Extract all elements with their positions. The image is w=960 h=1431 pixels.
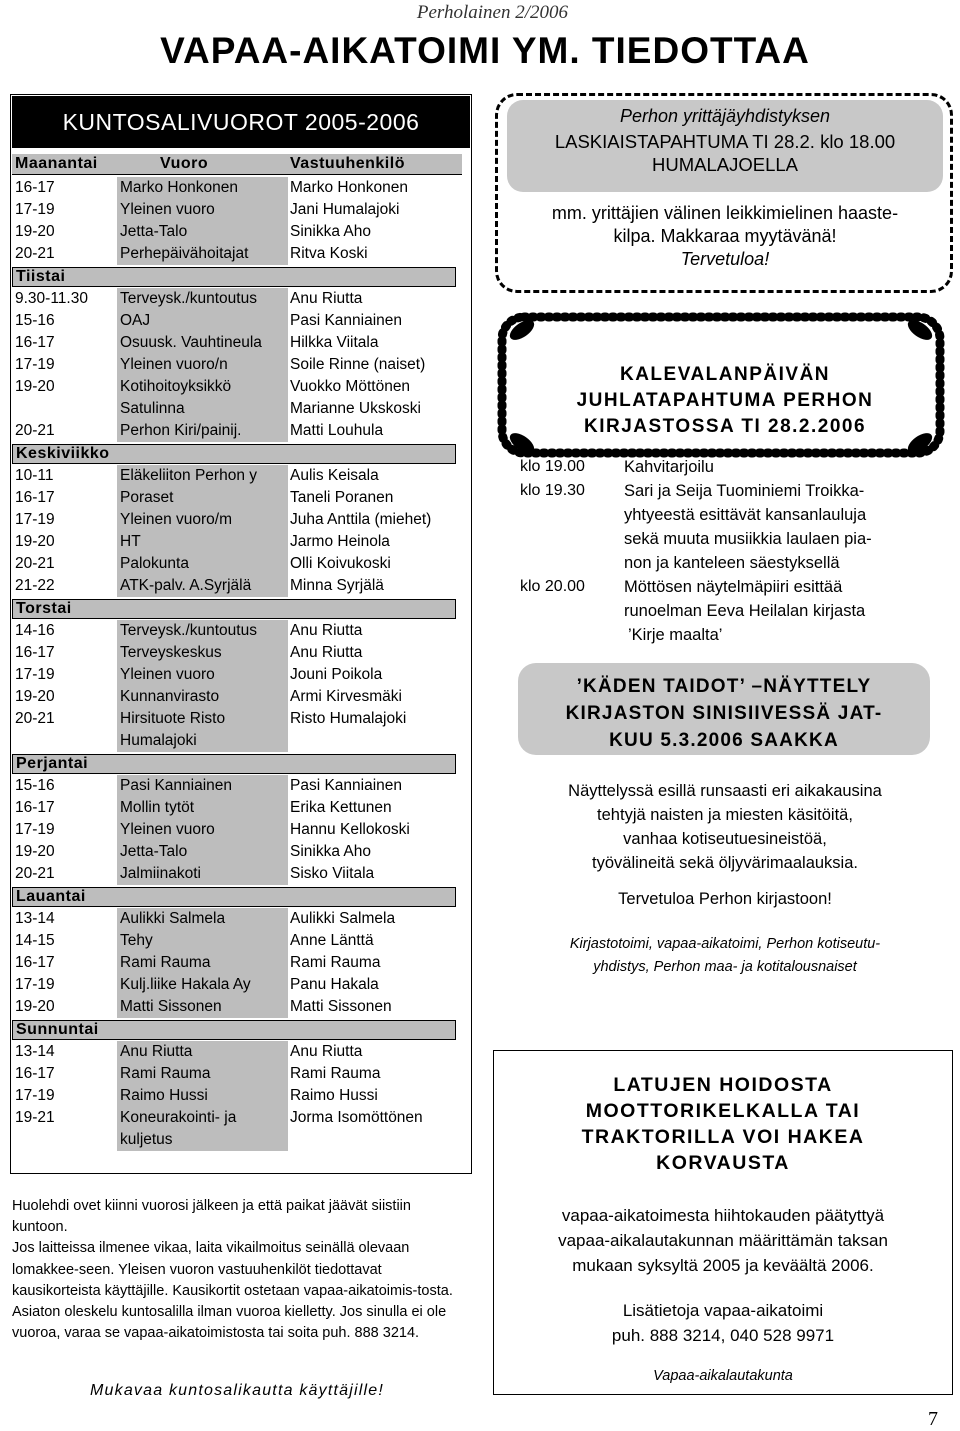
row-turn: Rami Rauma [120, 1065, 211, 1082]
laskiainen-desc-line: mm. yrittäjien välinen leikkimielinen haaste- [551, 203, 899, 223]
program-line: Kahvitarjoilu [624, 458, 714, 476]
laskiainen-title-line: HUMALAJOELLA [652, 154, 798, 175]
row-responsible: Jouni Poikola [290, 666, 383, 683]
row-responsible: Minna Syrjälä [290, 577, 384, 594]
kadentaidot-welcome: Tervetuloa Perhon kirjastoon! [618, 890, 832, 908]
ski-info-line: puh. 888 3214, 040 528 9971 [611, 1326, 835, 1345]
day-header: Perjantai [12, 754, 456, 774]
row-responsible: Hannu Kellokoski [290, 821, 410, 838]
row-time: 19-20 [15, 843, 55, 860]
organizers-line: yhdistys, Perhon maa- ja kotitalousnaiset [593, 959, 857, 975]
row-responsible: Jorma Isomöttönen [290, 1109, 423, 1126]
ski-info-line: Lisätietoja vapaa-aikatoimi [622, 1301, 824, 1320]
row-responsible: Hilkka Viitala [290, 334, 379, 351]
kalevala-title-line: KIRJASTOSSA TI 28.2.2006 [583, 416, 867, 437]
row-turn: Perhepäivähoitajat [120, 245, 249, 262]
program-line: sekä muuta musiikkia laulaen pia- [624, 530, 872, 548]
column-header-responsible: Vastuuhenkilö [290, 155, 405, 172]
row-turn: Raimo Hussi [120, 1087, 208, 1104]
day-header: Torstai [12, 599, 456, 619]
row-turn: Koneurakointi- ja [120, 1109, 237, 1126]
row-time: 19-20 [15, 688, 55, 705]
row-time: 17-19 [15, 511, 55, 528]
row-turn: Kulj.liike Hakala Ay [120, 976, 251, 993]
row-turn: Poraset [120, 489, 174, 506]
row-time: 9.30-11.30 [15, 290, 88, 307]
notes-paragraph: Jos laitteissa ilmenee vikaa, laita vikailmoitus seinällä olevaan lomakkee-seen. Yleisen vuoron vastuuhenkilöt tiedottavat kausikorteista käyttäjille. Kausikortit ostetaan vapaa-aikatoimis-tosta. Asiaton oleskelu kuntosalilla ilman vuoroa kielletty. Jos sinulla ei ole vuoroa, varaa se vapaa-aikatoimistosta tai soita puh. 888 3214. [12, 1240, 453, 1342]
row-turn: Kotihoitoyksikkö [120, 378, 232, 395]
row-responsible: Taneli Poranen [290, 489, 394, 506]
row-time: 17-19 [15, 821, 55, 838]
program-line: runoelman Eeva Heilalan kirjasta [624, 602, 866, 620]
row-time: 15-16 [15, 312, 55, 329]
row-turn: Terveysk./kuntoutus [120, 622, 257, 639]
laskiainen-title [507, 130, 943, 176]
row-time: 20-21 [15, 422, 55, 439]
row-turn: kuljetus [120, 1131, 173, 1148]
ski-desc-line: vapaa-aikatoimesta hiihtokauden päätyttyä [561, 1206, 885, 1225]
column-header-turn: Vuoro [160, 155, 209, 172]
row-responsible: Matti Sissonen [290, 998, 392, 1015]
row-turn: Kunnanvirasto [120, 688, 220, 705]
row-time: 20-21 [15, 245, 55, 262]
laskiainen-organizer: Perhon yrittäjäyhdistyksen [619, 106, 831, 126]
ski-notice-description [505, 1203, 941, 1278]
row-time: 15-16 [15, 777, 55, 794]
row-time: 20-21 [15, 710, 55, 727]
row-time: 17-19 [15, 356, 55, 373]
row-responsible: Marko Honkonen [290, 179, 409, 196]
notes-paragraph: Huolehdi ovet kiinni vuorosi jälkeen ja että paikat jäävät siistiin kuntoon. [12, 1198, 411, 1236]
program-time: klo 19.30 [520, 482, 585, 499]
row-turn: Jalmiinakoti [120, 865, 201, 882]
program-line: non ja kanteleen säestyksellä [624, 554, 840, 572]
row-turn: Jetta-Talo [120, 843, 188, 860]
row-turn: ATK-palv. A.Syrjälä [120, 577, 252, 594]
row-responsible: Anne Länttä [290, 932, 374, 949]
row-responsible: Anu Riutta [290, 644, 363, 661]
row-turn: Satulinna [120, 400, 185, 417]
row-time: 16-17 [15, 799, 55, 816]
row-time: 17-19 [15, 976, 55, 993]
day-header: Lauantai [12, 887, 456, 907]
program-time: klo 20.00 [520, 578, 585, 595]
row-time: 16-17 [15, 1065, 55, 1082]
row-responsible: Risto Humalajoki [290, 710, 407, 727]
row-time: 19-20 [15, 378, 55, 395]
row-responsible: Jani Humalajoki [290, 201, 400, 218]
program-line: Sari ja Seija Tuominiemi Troikka- [624, 482, 865, 500]
row-time: 10-11 [15, 467, 54, 484]
row-time: 20-21 [15, 555, 55, 572]
row-turn: Yleinen vuoro [120, 821, 215, 838]
program-item [624, 455, 944, 479]
row-responsible: Anu Riutta [290, 1043, 363, 1060]
row-responsible: Sinikka Aho [290, 843, 371, 860]
row-turn: Anu Riutta [120, 1043, 193, 1060]
row-turn: Hirsituote Risto [120, 710, 226, 727]
row-turn: Yleinen vuoro/n [120, 356, 228, 373]
row-responsible: Panu Hakala [290, 976, 379, 993]
row-responsible: Soile Rinne (naiset) [290, 356, 426, 373]
kadentaidot-title-line: KUU 5.3.2006 SAAKKA [609, 730, 839, 751]
row-time: 19-20 [15, 998, 55, 1015]
row-responsible: Sinikka Aho [290, 223, 371, 240]
row-responsible: Raimo Hussi [290, 1087, 378, 1104]
row-time: 19-21 [15, 1109, 55, 1126]
laskiainen-description [505, 202, 945, 271]
ski-desc-line: mukaan syksyltä 2005 ja keväältä 2006. [572, 1256, 874, 1275]
kadentaidot-desc-line: Näyttelyssä esillä runsaasti eri aikakausina [568, 782, 882, 800]
row-turn: Tehy [120, 932, 153, 949]
row-responsible: Aulikki Salmela [290, 910, 396, 927]
row-turn: Terveyskeskus [120, 644, 222, 661]
laskiainen-welcome: Tervetuloa! [680, 249, 770, 269]
kadentaidot-desc-line: työvälineitä sekä öljyvärimaalauksia. [592, 854, 858, 872]
row-turn: Marko Honkonen [120, 179, 239, 196]
kalevala-title [515, 362, 935, 440]
row-time: 16-17 [15, 954, 55, 971]
row-responsible: Juha Anttila (miehet) [290, 511, 432, 528]
kadentaidot-desc-line: tehtyjä naisten ja miesten käsitöitä, [597, 806, 853, 824]
row-time: 16-17 [15, 489, 55, 506]
closing-line: Mukavaa kuntosalikautta käyttäjille! [90, 1382, 384, 1399]
ski-notice-contact [505, 1298, 941, 1348]
program-line: ’Kirje maalta’ [628, 626, 723, 644]
kadentaidot-desc-line: vanhaa kotiseutuesineistöä, [623, 830, 827, 848]
row-turn: Eläkeliiton Perhon y [120, 467, 257, 484]
row-turn: Palokunta [120, 555, 189, 572]
column-header-day: Maanantai [15, 155, 98, 172]
row-time: 20-21 [15, 865, 55, 882]
row-time: 19-20 [15, 223, 55, 240]
ski-notice-title [505, 1072, 941, 1176]
row-responsible: Rami Rauma [290, 954, 381, 971]
row-turn: Rami Rauma [120, 954, 211, 971]
kadentaidot-organizers [505, 933, 945, 979]
row-time: 21-22 [15, 577, 55, 594]
issue-header: Perholainen 2/2006 [416, 2, 568, 23]
row-turn: Humalajoki [120, 732, 197, 749]
row-responsible: Matti Louhula [290, 422, 384, 439]
row-responsible: Anu Riutta [290, 622, 363, 639]
row-time: 17-19 [15, 666, 55, 683]
row-responsible: Vuokko Möttönen [290, 378, 411, 395]
kadentaidot-title-line: KIRJASTON SINISIIVESSÄ JAT- [565, 703, 883, 724]
row-turn: Yleinen vuoro [120, 201, 215, 218]
row-turn: Yleinen vuoro/m [120, 511, 233, 528]
kadentaidot-title [518, 673, 930, 754]
row-responsible: Olli Koivukoski [290, 555, 391, 572]
row-time: 16-17 [15, 179, 55, 196]
row-time: 16-17 [15, 334, 55, 351]
kalevala-title-line: KALEVALANPÄIVÄN [619, 364, 831, 385]
row-turn: Jetta-Talo [120, 223, 188, 240]
page-number: 7 [928, 1408, 938, 1430]
row-responsible: Anu Riutta [290, 290, 363, 307]
row-turn: Yleinen vuoro [120, 666, 215, 683]
program-item [624, 575, 944, 647]
schedule-notes [12, 1196, 462, 1344]
ski-title-line: MOOTTORIKELKALLA TAI [585, 1100, 861, 1122]
row-responsible: Pasi Kanniainen [290, 312, 403, 329]
row-time: 13-14 [15, 1043, 55, 1060]
row-responsible: Aulis Keisala [290, 467, 379, 484]
row-turn: Mollin tytöt [120, 799, 195, 816]
row-time: 19-20 [15, 533, 55, 550]
row-responsible: Jarmo Heinola [290, 533, 390, 550]
row-responsible: Ritva Koski [290, 245, 368, 262]
kalevala-title-line: JUHLATAPAHTUMA PERHON [576, 390, 874, 411]
ski-notice-organizer: Vapaa-aikalautakunta [653, 1368, 793, 1384]
row-turn: Pasi Kanniainen [120, 777, 233, 794]
row-time: 14-16 [15, 622, 55, 639]
day-header: Tiistai [12, 267, 456, 287]
row-time: 16-17 [15, 644, 55, 661]
row-turn: Perhon Kiri/painij. [120, 422, 242, 439]
row-time: 17-19 [15, 201, 55, 218]
ski-desc-line: vapaa-aikalautakunnan määrittämän taksan [558, 1231, 888, 1250]
row-responsible: Sisko Viitala [290, 865, 375, 882]
page-title: VAPAA-AIKATOIMI YM. TIEDOTTAA [160, 30, 810, 71]
row-responsible: Erika Kettunen [290, 799, 392, 816]
ski-title-line: LATUJEN HOIDOSTA [613, 1074, 833, 1096]
row-turn: Terveysk./kuntoutus [120, 290, 257, 307]
row-responsible: Pasi Kanniainen [290, 777, 403, 794]
row-turn: Matti Sissonen [120, 998, 222, 1015]
row-turn: Osuusk. Vauhtineula [120, 334, 262, 351]
schedule-title: KUNTOSALIVUOROT 2005-2006 [12, 96, 470, 148]
row-responsible: Rami Rauma [290, 1065, 381, 1082]
program-item [624, 479, 944, 575]
row-turn: OAJ [120, 312, 151, 329]
row-time: 14-15 [15, 932, 55, 949]
day-header: Keskiviikko [12, 444, 456, 464]
ski-title-line: KORVAUSTA [656, 1152, 790, 1174]
program-line: yhtyeestä esittävät kansanlauluja [624, 506, 867, 524]
program-line: Möttösen näytelmäpiiri esittää [624, 578, 843, 596]
row-turn: HT [120, 533, 141, 550]
organizers-line: Kirjastotoimi, vapaa-aikatoimi, Perhon kotiseutu- [569, 936, 881, 952]
laskiainen-desc-line: kilpa. Makkaraa myytävänä! [613, 226, 837, 246]
row-turn: Aulikki Salmela [120, 910, 226, 927]
row-time: 13-14 [15, 910, 55, 927]
kadentaidot-title-line: ’KÄDEN TAIDOT’ –NÄYTTELY [576, 676, 872, 697]
laskiainen-title-line: LASKIAISTAPAHTUMA TI 28.2. klo 18.00 [554, 131, 896, 152]
row-responsible: Armi Kirvesmäki [290, 688, 402, 705]
kadentaidot-description [505, 779, 945, 875]
row-responsible: Marianne Ukskoski [290, 400, 421, 417]
program-time: klo 19.00 [520, 458, 585, 475]
day-header: Sunnuntai [12, 1020, 456, 1040]
ski-title-line: TRAKTORILLA VOI HAKEA [581, 1126, 865, 1148]
row-time: 17-19 [15, 1087, 55, 1104]
